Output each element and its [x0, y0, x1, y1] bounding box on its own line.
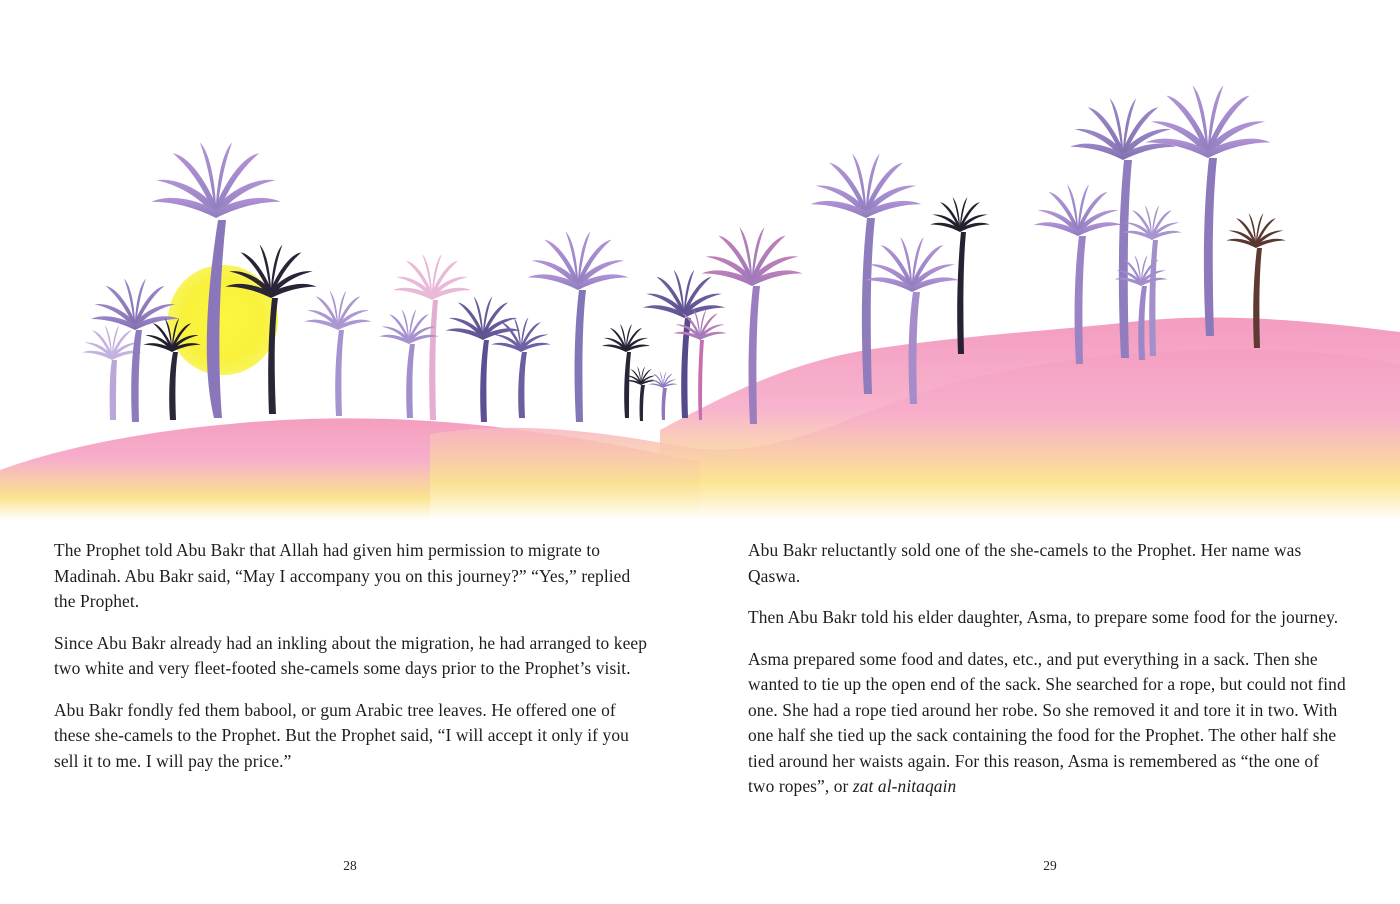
palm-tree [930, 197, 990, 354]
book-spread [0, 528, 1400, 904]
paragraph-text: Asma prepared some food and dates, etc., and put everything in a sack. Then she wanted to tie up the open end of the sack. She searched for a rope, but could not find one. She had a rope tied around her robe. So she removed it and tore it in two. With one half she tied up the sack containing the food for the Prophet. The other half she tied around her waists again. For this reason, Asma is remembered as “the one of two ropes”, or [748, 648, 1346, 796]
page-number: 29 [1043, 858, 1057, 873]
palm-tree [528, 231, 629, 422]
page-number: 28 [343, 858, 357, 873]
sun [168, 265, 278, 375]
paragraph: The Prophet told Abu Bakr that Allah had given him permission to migrate to Madinah. Abu Bakr said, “May I accompany you on this journey?” “Yes,” replied the Prophet. [54, 540, 631, 611]
palm-tree [446, 296, 521, 422]
paragraph: Abu Bakr fondly fed them babool, or gum Arabic tree leaves. He offered one of these she-camels to the Prophet. But the Prophet said, “I will accept it only if you sell it to me. I will pay the price.” [54, 699, 629, 771]
paragraph: Then Abu Bakr told his elder daughter, Asma, to prepare some food for the journey. [748, 607, 1339, 627]
right-page [700, 528, 1400, 904]
italic-term: zat al-nitaqain [852, 776, 957, 796]
paragraph: Abu Bakr reluctantly sold one of the she-camels to the Prophet. Her name was Qaswa. [748, 540, 1302, 586]
paragraph: Since Abu Bakr already had an inkling about the migration, he had arranged to keep two white and very fleet-footed she-camels some days prior to the Prophet’s visit. [54, 632, 648, 678]
palm-tree [625, 367, 657, 421]
paragraph-with-italic [748, 647, 1346, 800]
palm-tree [649, 371, 678, 420]
palm-tree [643, 270, 726, 418]
left-page [0, 528, 700, 904]
palm-tree [1146, 85, 1271, 336]
palm-tree [304, 291, 371, 416]
